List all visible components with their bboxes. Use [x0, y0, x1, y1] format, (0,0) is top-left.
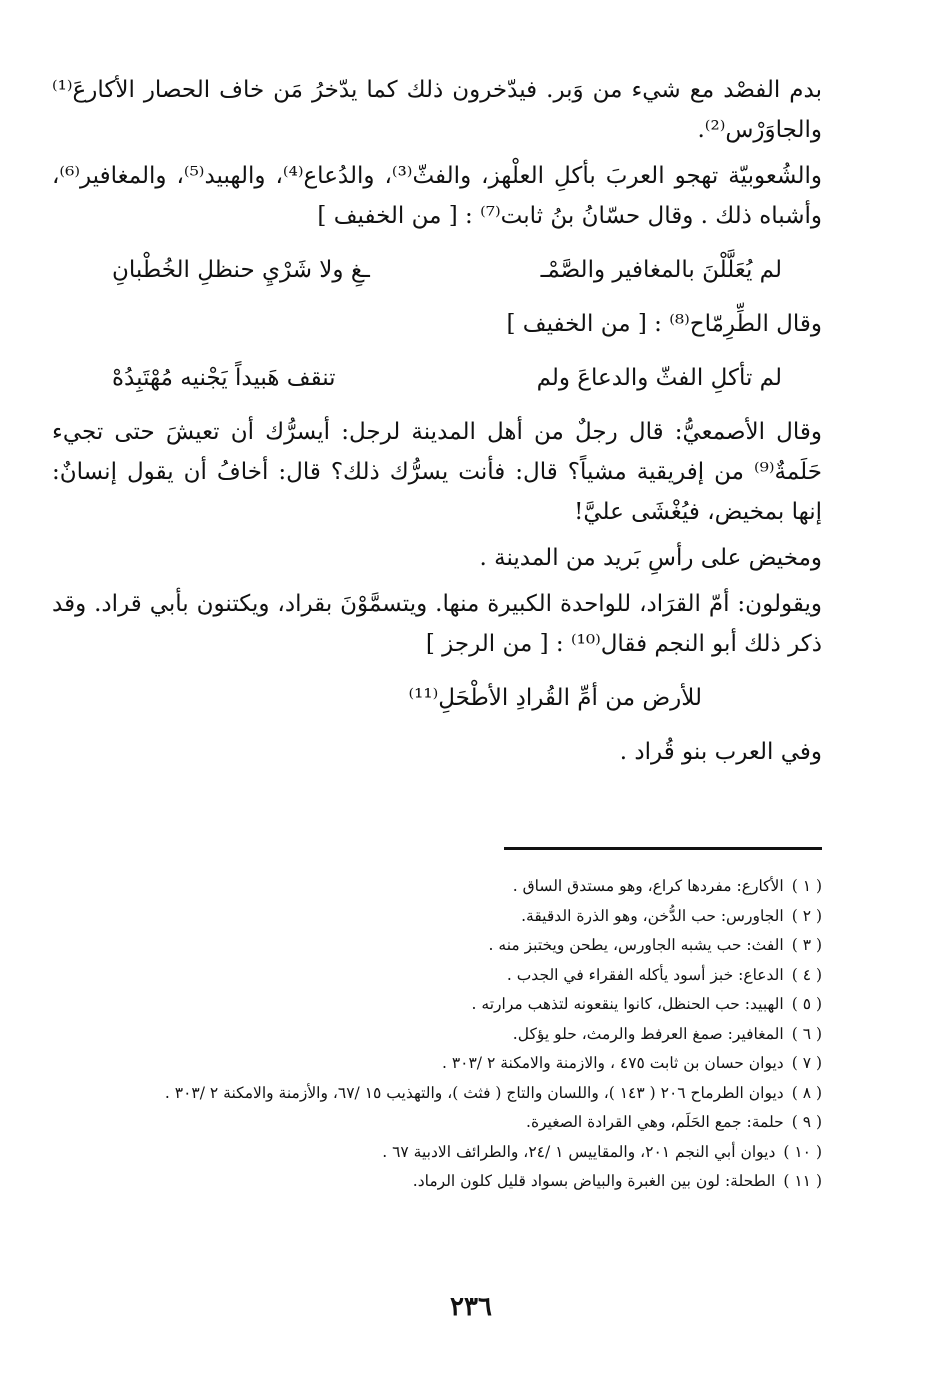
- footnote: [52, 1020, 822, 1050]
- footnote-text: الدعاع: خبز أسود يأكله الفقراء في الجدب .: [506, 965, 784, 984]
- verse-line: [52, 250, 822, 290]
- footnote-number: ( ٣ ): [791, 936, 822, 954]
- paragraph: وفي العرب بنو قُراد .: [619, 739, 822, 765]
- footnote-text: ديوان أبي النجم ٢٠١، والمقاييس ١ /٢٤، والطرائف الادبية ٦٧ .: [382, 1142, 776, 1161]
- footnote-number: ( ٥ ): [791, 995, 822, 1013]
- footnote-number: ( ٧ ): [791, 1054, 822, 1072]
- footnote: [52, 1138, 822, 1168]
- footnote-separator: [504, 847, 822, 850]
- footnote: [52, 1108, 822, 1138]
- verse-first-hemistich: لم تأكلِ الفثّ والدعاعَ ولم: [536, 365, 782, 391]
- footnote-number: ( ٩ ): [791, 1113, 822, 1131]
- footnote-text: ديوان الطرماح ٢٠٦ ( ١٤٣ )، واللسان والتاج ( فثث )، والتهذيب ١٥ /٦٧، والأزمنة والامكنة ٢ /٣٠٣ .: [164, 1083, 784, 1102]
- footnote-text: الهبيد: حب الحنظل، كانوا ينقعونه لتذهب مرارته .: [471, 995, 784, 1013]
- paragraph: بدم الفصْد مع شيء من وَبر. فيدّخرون ذلك كما يدّخرُ مَن خاف الحصار الأكارعَ⁽¹⁾ والجاوَرْس⁽²⁾.: [52, 77, 822, 143]
- paragraph: ومخيض على رأسِ بَريد من المدينة .: [479, 545, 822, 571]
- verse-intro: وقال الطِّرِمّاح⁽⁸⁾ : [ من الخفيف ]: [506, 311, 822, 337]
- verse-line: [52, 678, 822, 718]
- verse-second-hemistich: ـغِ ولا شَرْيِ حنظلِ الخُطْبانِ: [112, 257, 370, 283]
- page-number: ٢٣٦: [450, 1292, 492, 1322]
- footnote-text: حلمة: جمع الحَلَم، وهي القرادة الصغيرة.: [526, 1113, 784, 1131]
- footnote-number: ( ١ ): [791, 877, 822, 895]
- footnotes-list: [52, 872, 822, 1197]
- footnote: [52, 872, 822, 902]
- paragraph: والشُعوبيّة تهجو العربَ بأكلِ العلْهز، والفثّ⁽³⁾، والدُعاع⁽⁴⁾، والهبيد⁽⁵⁾، والمغافير⁽⁶⁾، وأشباه ذلك . وقال حسّانُ بنُ ثابت⁽⁷⁾ : [ من الخفيف ]: [52, 163, 822, 229]
- footnote: [52, 1167, 822, 1197]
- footnote-number: ( ١٠ ): [783, 1142, 822, 1161]
- main-text: [52, 70, 822, 772]
- verse-single-hemistich: للأرض من أمِّ القُرادِ الأطْحَلِ⁽¹¹⁾: [408, 685, 702, 711]
- verse-first-hemistich: لم يُعَلَّلْنَ بالمغافير والصَّمْـ: [540, 257, 782, 283]
- paragraph: ويقولون: أمّ القرَاد، للواحدة الكبيرة منها. ويتسمَّوْنَ بقراد، ويكتنون بأبي قراد. وقد ذكر ذلك أبو النجم فقال⁽¹⁰⁾ : [ من الرجز ]: [52, 591, 822, 657]
- footnote: [52, 1079, 822, 1109]
- footnote: [52, 931, 822, 961]
- footnote-number: ( ١١ ): [783, 1172, 822, 1190]
- footnote-text: المغافير: صمغ العرفط والرمث، حلو يؤكل.: [512, 1024, 784, 1043]
- verse-line: [52, 358, 822, 398]
- footnote: [52, 990, 822, 1020]
- footnote-number: ( ٦ ): [791, 1024, 822, 1043]
- footnote: [52, 1049, 822, 1079]
- verse-second-hemistich: تنقف هَبيداً يَجْنيه مُهْتَبِدُهْ: [112, 365, 336, 391]
- footnote-text: الأكارع: مفردها كراع، وهو مستدق الساق .: [512, 877, 784, 895]
- paragraph: وقال الأصمعيُّ: قال رجلٌ من أهل المدينة لرجل: أيسرُّك أن تعيشَ حتى تجيء حَلَمةٌ⁽⁹⁾ من إفريقية مشياً؟ قال: فأنت يسرُّك ذلك؟ قال: أخافُ أن يقول إنسانٌ: إنها بمخيض، فيُغْشَى عليَّ!: [52, 419, 822, 525]
- footnote-text: الطحلة: لون بين الغبرة والبياض بسواد قليل كلون الرماد.: [412, 1172, 776, 1190]
- footnote-text: الفث: حب يشبه الجاورس، يطحن ويختبز منه .: [488, 936, 784, 954]
- footnote-number: ( ٨ ): [791, 1083, 822, 1102]
- footnote-number: ( ٤ ): [791, 965, 822, 984]
- footnote-text: ديوان حسان بن ثابت ٤٧٥ ، والازمنة والامكنة ٢ /٣٠٣ .: [441, 1054, 784, 1072]
- footnote-text: الجاورس: حب الدُّخن، وهو الذرة الدقيقة.: [521, 906, 784, 925]
- footnote: [52, 902, 822, 932]
- footnote: [52, 961, 822, 991]
- footnote-number: ( ٢ ): [791, 906, 822, 925]
